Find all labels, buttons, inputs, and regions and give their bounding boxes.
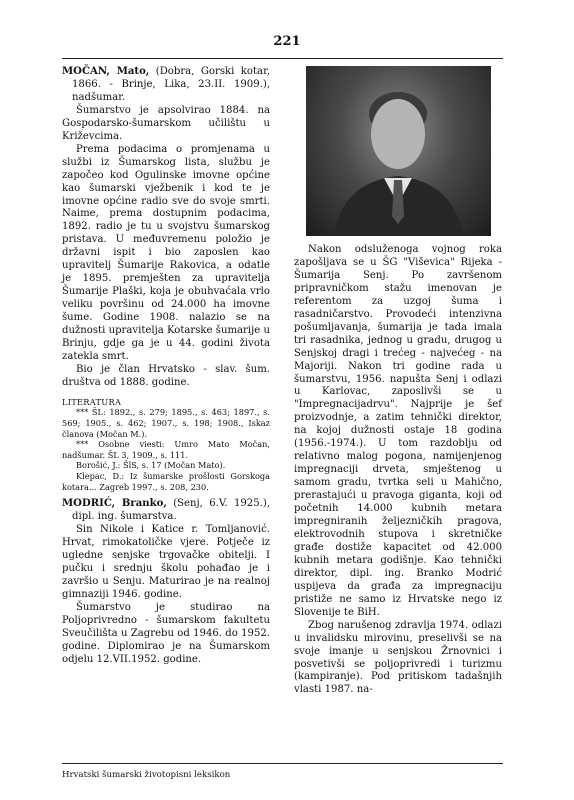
entry-details-mocan: (Dobra, Gorski kotar, 1866. - Brinje, Lika, 23.II. 1909.), nadšumar. <box>72 66 270 103</box>
literatura-item-4: Klepac, D.: Iz šumarske prošlosti Gorskoga kotara... Zagreb 1997., s. 208, 230. <box>62 470 270 492</box>
literatura-item-3: Borošić, J.: ŠlS, s. 17 (Močan Mato). <box>76 460 226 471</box>
footer-rule <box>62 763 503 764</box>
entry-heading-modric <box>62 498 270 524</box>
entry-heading-mocan <box>62 66 270 105</box>
literatura-item-2: *** Osobne viesti: Umro Mato Močan, nadšumar. ŠL 3, 1909., s. 111. <box>62 439 270 460</box>
entry-name-modric: MODRIĆ, Branko, <box>62 498 167 510</box>
mocan-paragraph-2: Prema podacima o promjenama u službi iz Šumarskog lista, službu je započeo kod Ogulinske imovne općine kao šumarski vježbenik i kod te je imovne općine radio sve do svoje smrti. Naime, prema dostupnim podacima, 1892. radio je tu u svojstvu šumarskog pristava. U međuvremenu položio je državni ispit i bio zaposlen kao upravitelj Šumarije Rakovica, a odatle je 1895. premješten za upravitelja Šumarije Plaški, koja je obuhvaćala vrlo veliku površinu od 24.000 ha imovne šume. Godine 1908. nalazio se na dužnosti upravitelja Kotarske šumarije u Brinju, gdje ga je u 44. godini života zatekla smrt. <box>62 143 270 362</box>
entry-name-mocan: MOČAN, Mato, <box>62 66 150 77</box>
footer-text: Hrvatski šumarski životopisni leksikon <box>62 770 231 780</box>
mocan-paragraph-1: Šumarstvo je apsolvirao 1884. na Gospodarsko-šumarskom učilištu u Križevcima. <box>62 104 270 142</box>
mocan-paragraph-3: Bio je član Hrvatsko - slav. šum. društva od 1888. godine. <box>62 363 270 388</box>
header-rule <box>62 58 503 59</box>
modric-paragraph-4: Zbog narušenog zdravlja 1974. odlazi u invalidsku mirovinu, preselivši se na svoje imanje u senjskou Žrnovnici i posvetivši se poljoprivredi i turizmu (kampiranje). Pod pritiskom tadašnjih vlasti 1987. na- <box>294 619 502 696</box>
literatura-item-1: *** ŠL: 1892., s. 279; 1895., s. 463; 1897., s. 569; 1905., s. 462; 1907., s. 198; 1908., Iskaz članova (Močan M.). <box>62 407 270 439</box>
modric-paragraph-3: Nakon odsluženoga vojnog roka zapošljava se u ŠG "Viševica" Rijeka - Šumarija Senj. Po završenom pripravničkom stažu imenovan je referentom za uzgoj šuma i rasadničarstvo. Provodeći intenzivna pošumljavanja, šumarija je tada imala tri rasadnika, jednog u gradu, drugog u Senjskoj dragi i trećeg - najvećeg - na Majoriji. Nakon tri godine rada u šumarstvu, 1956. napušta Senj i odlazi u Karlovac, zaposlivši se u "Impregnacijadrvu". Najprije je šef proizvodnje, a zatim tehnički direktor, na kojoj dužnosti ostaje 18 godina (1956.-1974.). U tom razdoblju od relativno malog pogona, namijenjenog impregnaciji drveta, smještenog u samom gradu, tvrtka seli u Mahično, prerastajući u pravoga giganta, koji od početnih 14.000 kubnih metara impregniranih željezničkih pragova, elektrovodnih stupova i skretničke građe dostiže kapacitet od 42.000 kubnih metara godišnje. Kao tehnički direktor, dipl. ing. Branko Modrić uspijeva da građa za impregnaciju pristiže ne samo iz Hrvatske nego iz Slovenije te BiH. <box>294 244 502 618</box>
literatura-title: LITERATURA <box>62 396 122 407</box>
modric-paragraph-2: Šumarstvo je studirao na Poljoprivredno - šumarskom fakultetu Sveučilišta u Zagrebu od 1946. do 1952. godine. Diplomirao je na Šumarskom odjelu 12.VII.1952. godine. <box>62 601 270 665</box>
page-number: 221 <box>273 34 301 49</box>
entry-details-modric: (Senj, 6.V. 1925.), dipl. ing. šumarstva. <box>72 498 270 523</box>
modric-paragraph-1: Sin Nikole i Katice r. Tomljanović. Hrvat, rimokatoličke vjere. Potječe iz ugledne senjske trgovačke obitelji. I pučku i srednju školu pohađao je i završio u Senju. Maturirao je na realnoj gimnaziji 1946. godine. <box>62 524 270 600</box>
right-column <box>294 244 502 697</box>
left-column <box>62 66 270 667</box>
portrait-photo <box>306 66 491 236</box>
